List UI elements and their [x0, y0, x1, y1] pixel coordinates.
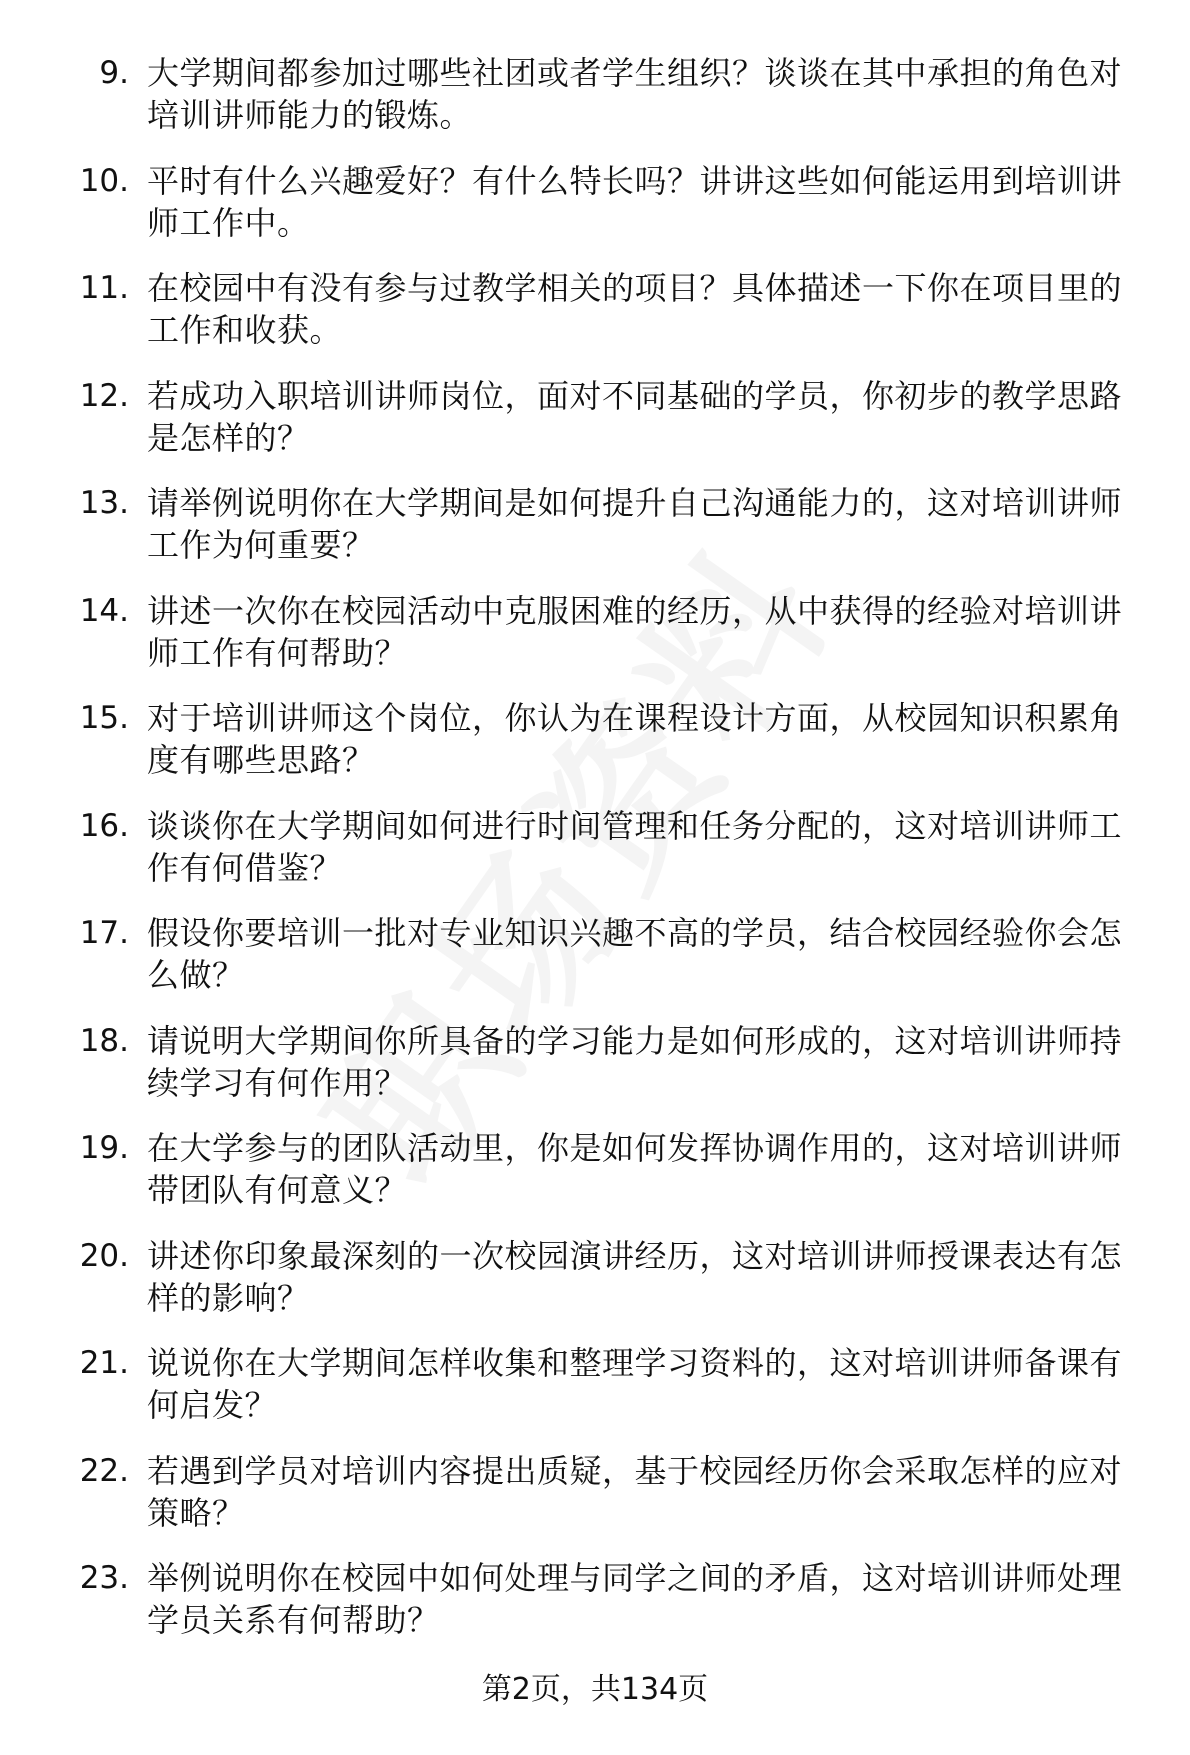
question-text: 在校园中有没有参与过教学相关的项目？具体描述一下你在项目里的工作和收获。 — [147, 269, 1123, 349]
question-number: 10. — [79, 162, 129, 199]
list-item — [55, 1450, 1145, 1558]
question-text: 若成功入职培训讲师岗位，面对不同基础的学员，你初步的教学思路是怎样的？ — [147, 376, 1123, 457]
list-item — [55, 267, 1145, 375]
list-item — [55, 590, 1145, 698]
question-text: 假设你要培训一批对专业知识兴趣不高的学员，结合校园经验你会怎么做？ — [147, 914, 1123, 994]
list-item — [55, 1235, 1145, 1343]
list-item — [55, 1342, 1145, 1450]
question-text: 讲述一次你在校园活动中克服困难的经历，从中获得的经验对培训讲师工作有何帮助？ — [147, 591, 1123, 672]
question-text: 说说你在大学期间怎样收集和整理学习资料的，这对培训讲师备课有何启发？ — [147, 1344, 1123, 1424]
list-item — [55, 912, 1145, 1020]
question-number: 19. — [79, 1130, 129, 1166]
question-text: 在大学参与的团队活动里，你是如何发挥协调作用的，这对培训讲师带团队有何意义？ — [147, 1129, 1123, 1209]
list-item — [55, 52, 1145, 160]
list-item — [55, 160, 1145, 268]
question-text: 讲述你印象最深刻的一次校园演讲经历，这对培训讲师授课表达有怎样的影响？ — [147, 1236, 1123, 1317]
question-number: 15. — [79, 700, 129, 736]
list-item — [55, 1020, 1145, 1128]
list-item — [55, 375, 1145, 483]
list-item — [55, 1127, 1145, 1235]
list-item — [55, 482, 1145, 590]
page-number-label: 第2页，共134页 — [481, 1672, 709, 1707]
question-text: 请举例说明你在大学期间是如何提升自己沟通能力的，这对培训讲师工作为何重要？ — [147, 484, 1123, 564]
list-item — [55, 805, 1145, 913]
question-text: 对于培训讲师这个岗位，你认为在课程设计方面，从校园知识积累角度有哪些思路？ — [147, 699, 1123, 779]
question-number: 14. — [79, 592, 129, 629]
question-number: 9. — [99, 55, 129, 91]
question-number: 23. — [79, 1560, 129, 1596]
question-number: 11. — [79, 270, 129, 306]
question-number: 20. — [79, 1237, 129, 1274]
question-number: 18. — [79, 1022, 129, 1059]
question-text: 谈谈你在大学期间如何进行时间管理和任务分配的，这对培训讲师工作有何借鉴？ — [147, 806, 1123, 887]
question-number: 22. — [79, 1452, 129, 1489]
question-number: 12. — [79, 377, 129, 414]
list-item — [55, 1557, 1145, 1665]
question-number: 17. — [79, 915, 129, 951]
question-number: 21. — [79, 1345, 129, 1381]
page-footer — [0, 1670, 1190, 1710]
question-text: 平时有什么兴趣爱好？有什么特长吗？讲讲这些如何能运用到培训讲师工作中。 — [147, 161, 1123, 242]
question-number: 13. — [79, 485, 129, 521]
question-text: 举例说明你在校园中如何处理与同学之间的矛盾，这对培训讲师处理学员关系有何帮助？ — [147, 1559, 1123, 1639]
question-text: 大学期间都参加过哪些社团或者学生组织？谈谈在其中承担的角色对培训讲师能力的锻炼。 — [147, 54, 1123, 134]
question-text: 若遇到学员对培训内容提出质疑，基于校园经历你会采取怎样的应对策略？ — [147, 1451, 1123, 1532]
question-number: 16. — [79, 807, 129, 844]
question-list — [55, 52, 1145, 1665]
question-text: 请说明大学期间你所具备的学习能力是如何形成的，这对培训讲师持续学习有何作用？ — [147, 1021, 1123, 1102]
list-item — [55, 697, 1145, 805]
